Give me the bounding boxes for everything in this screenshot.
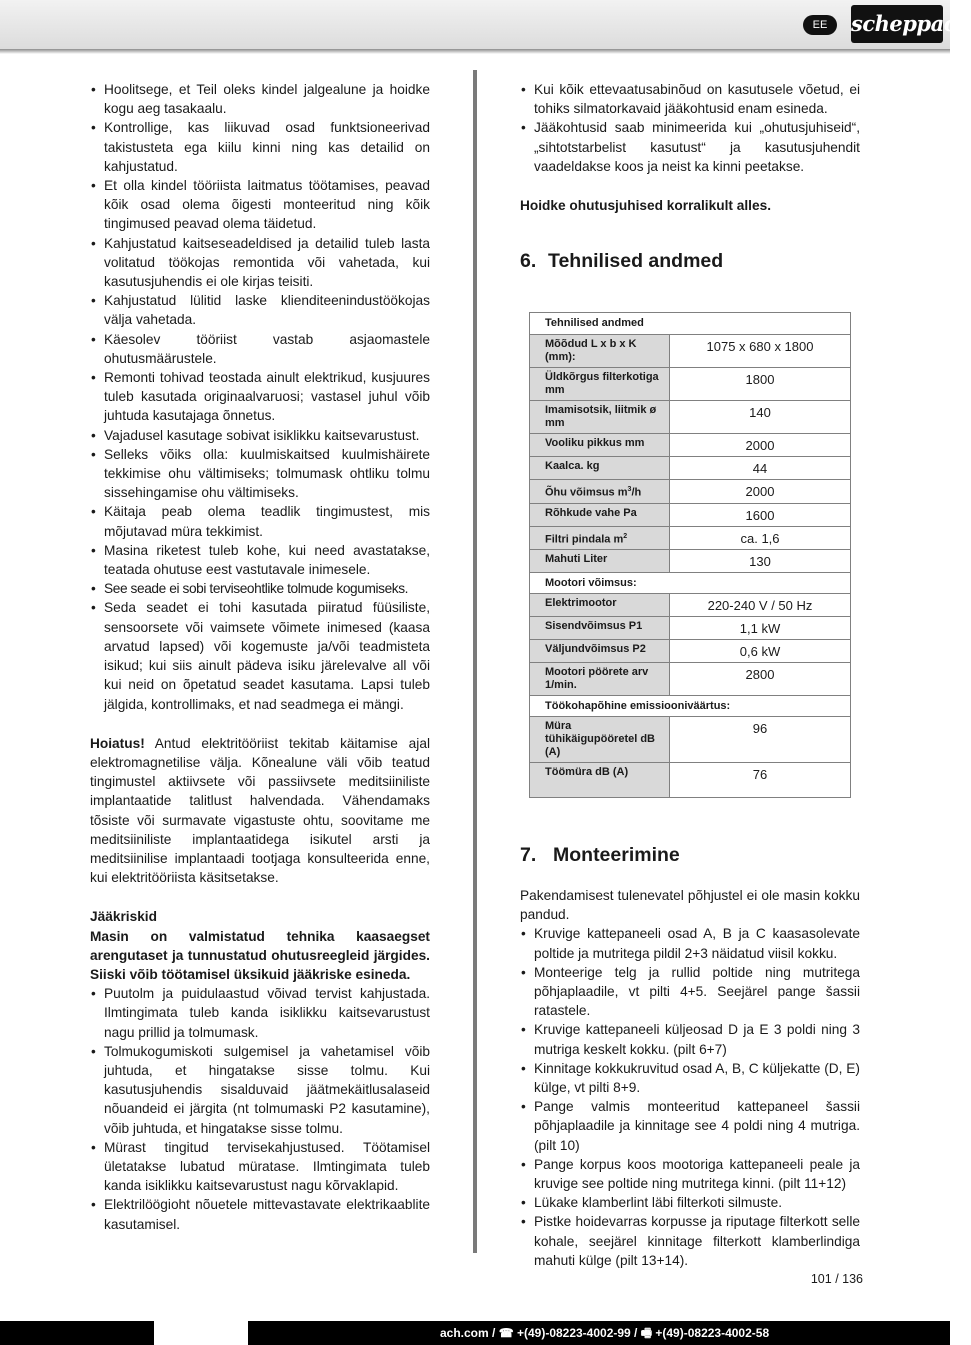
list-item: • Jääkohtusid saab minimeerida kui „ohutusjuhiseid“, „sihtotstarbelist kasutust“ ja kasutusjuhendit vaadeldakse koos ja neist ka kinni peetakse. bbox=[520, 118, 860, 176]
list-item: • Pange valmis monteeritud kattepaneel šassii põhjaplaadile ja kinnitage see 4 poldi ning 4 mutriga. (pilt 10) bbox=[520, 1097, 860, 1155]
spec-label: Imamisotsik, liitmik ø mm bbox=[530, 401, 670, 434]
table-row bbox=[530, 526, 851, 550]
footer-contact-bar bbox=[248, 1321, 950, 1345]
list-item: • Et olla kindel tööriista laitmatus töötamises, peavad kõik osad olema õigesti monteeritud ning kõik tingimused peavad olema täidetud. bbox=[90, 176, 430, 234]
left-column bbox=[90, 80, 430, 1234]
table-row bbox=[530, 763, 851, 798]
list-item: • Elektrilöögioht nõuetele mittevastavate elektrikaablite kasutamisel. bbox=[90, 1195, 430, 1233]
list-item: • Puutolm ja puidulaastud võivad tervist kahjustada. Ilmtingimata tuleb kanda isiklikku kaitsevarustust nagu prillid ja tolmumask. bbox=[90, 984, 430, 1042]
table-row bbox=[530, 640, 851, 663]
list-item: • See seade ei sobi terviseohtlike tolmude kogumiseks. bbox=[90, 579, 430, 598]
table-row bbox=[530, 401, 851, 434]
spec-value: 76 bbox=[670, 763, 851, 798]
header-shadow bbox=[0, 49, 950, 54]
language-badge: EE bbox=[803, 15, 837, 35]
spec-value: 1075 x 680 x 1800 bbox=[670, 335, 851, 368]
spec-label: Müra tühikäigupööretel dB (A) bbox=[530, 717, 670, 763]
column-divider bbox=[473, 70, 477, 1253]
warning-text: Antud elektritööriist tekitab käitamise ajal elektromagnetilise välja. Kõnealune väli võib teatud tingimustel aktiivsete või passiivsete meditsiiniliste implantaatide talitlust halvendada. Vähendamaks tõsiste või surmavate vigastuste ohtu, soovitame me meditsiiniliste implantaatidega isikutel arsti ja meditsiinilise implantaadi tootjaga konsulteerida enne, kui elektritööriista käsitsetakse. bbox=[90, 735, 430, 886]
table-row bbox=[530, 573, 851, 594]
spec-value: 1800 bbox=[670, 368, 851, 401]
safety-list bbox=[90, 80, 430, 714]
section-6-heading: 6. Tehnilised andmed bbox=[520, 250, 724, 273]
right-column bbox=[520, 80, 860, 273]
table-row bbox=[530, 480, 851, 504]
spec-value: 1,1 kW bbox=[670, 617, 851, 640]
spec-label: Sisendvõimsus P1 bbox=[530, 617, 670, 640]
list-item: • Selleks võiks olla: kuulmiskaitsed kuulmishäirete tekkimise ohu vältimiseks; tolmumask ohtliku tolmu sissehingamise ohu vältimiseks. bbox=[90, 445, 430, 503]
list-item: • Pange korpus koos mootoriga kattepaneeli peale ja kruvige see poltide ning mutritega kinni. (pilt 11+12) bbox=[520, 1155, 860, 1193]
list-item: • Käitaja peab olema teadlik tingimustest, mis mõjutavad müra tekkimist. bbox=[90, 502, 430, 540]
table-row bbox=[530, 594, 851, 617]
spec-value: 1600 bbox=[670, 503, 851, 526]
table-row bbox=[530, 434, 851, 457]
residual-risks-list bbox=[90, 984, 430, 1234]
assembly-steps bbox=[520, 924, 860, 1270]
spec-value: ca. 1,6 bbox=[670, 526, 851, 550]
spec-value: 44 bbox=[670, 457, 851, 480]
list-item: • Kontrollige, kas liikuvad osad funktsioneerivad takistusteta ega kiilu kinni ning kas detailid on kahjustatud. bbox=[90, 118, 430, 176]
spec-label: Töömüra dB (A) bbox=[530, 763, 670, 798]
page-number: 101 / 136 bbox=[810, 1272, 863, 1286]
table-row bbox=[530, 617, 851, 640]
warning-paragraph bbox=[90, 734, 430, 888]
table-section-label: Töökohapõhine emissiooniväärtus: bbox=[530, 696, 851, 717]
list-item: • Käesolev tööriist vastab asjaomastele ohutusmäärustele. bbox=[90, 330, 430, 368]
spec-label: Vooliku pikkus mm bbox=[530, 434, 670, 457]
list-item: • Mürast tingitud tervisekahjustused. Töötamisel ületatakse lubatud müratase. Ilmtingimata tuleb kanda isiklikku kaitsevarustust nagu kõrvaklapid. bbox=[90, 1138, 430, 1196]
spec-label: Mahuti Liter bbox=[530, 550, 670, 573]
spec-value: 140 bbox=[670, 401, 851, 434]
keep-instructions-note: Hoidke ohutusjuhised korralikult alles. bbox=[520, 198, 771, 214]
table-row bbox=[530, 717, 851, 763]
residual-risks-list-continued bbox=[520, 80, 860, 176]
residual-risks-intro: Masin on valmistatud tehnika kaasaegset arengutaset ja tunnustatud ohutusreegleid järgides. Siiski võib töötamisel üksikuid jääkriske esineda. bbox=[90, 928, 430, 982]
brand-logo: scheppach bbox=[851, 5, 943, 43]
table-header: Tehnilised andmed bbox=[530, 313, 851, 335]
table-row bbox=[530, 503, 851, 526]
table-row bbox=[530, 368, 851, 401]
list-item: • Pistke hoidevarras korpusse ja riputage filterkott selle kohale, seejärel kinnitage filterkott klamberlindiga mahuti külge (pilt 13+14). bbox=[520, 1212, 860, 1270]
list-item: • Kahjustatud lülitid laske klienditeenindustöökojas välja vahetada. bbox=[90, 291, 430, 329]
list-item: • Masina riketest tuleb kohe, kui need avastatakse, teatada ohutuse eest vastutavale inimesele. bbox=[90, 541, 430, 579]
spec-value: 2000 bbox=[670, 480, 851, 504]
spec-label: Väljundvõimsus P2 bbox=[530, 640, 670, 663]
spec-label: Rõhkude vahe Pa bbox=[530, 503, 670, 526]
spec-value: 96 bbox=[670, 717, 851, 763]
spec-label: Mootori pöörete arv 1/min. bbox=[530, 663, 670, 696]
spec-value: 2800 bbox=[670, 663, 851, 696]
list-item: • Hoolitsege, et Teil oleks kindel jalgealune ja hoidke kogu aeg tasakaalu. bbox=[90, 80, 430, 118]
footer-left-block bbox=[0, 1321, 154, 1345]
list-item: • Tolmukogumiskoti sulgemisel ja vahetamisel võib juhtuda, et hingatakse sisse tolmu. Kui kasutusjuhendis sisalduvaid jäätmekäitlusalaseid nõuandeid ei järgita (nt tolmumaski P2 kasutamine), võib juhtuda, et hingatakse sisse tolmu. bbox=[90, 1042, 430, 1138]
table-row bbox=[530, 457, 851, 480]
spec-value: 130 bbox=[670, 550, 851, 573]
list-item: • Vajadusel kasutage sobivat isiklikku kaitsevarustust. bbox=[90, 426, 430, 445]
spec-label: Õhu võimsus $m^3/h$ bbox=[530, 480, 670, 504]
spec-label: Elektrimootor bbox=[530, 594, 670, 617]
list-item: • Kruvige kattepaneeli küljeosad D ja E 3 poldi ning 3 mutriga keskelt kokku. (pilt 6+7) bbox=[520, 1020, 860, 1058]
table-section-label: Mootori võimsus: bbox=[530, 573, 851, 594]
table-row bbox=[530, 335, 851, 368]
footer-contact-text: ach.com / ☎ +(49)-08223-4002-99 / 🖷 +(49)-08223-4002-58 bbox=[440, 1326, 770, 1340]
list-item: • Kui kõik ettevaatusabinõud on kasutusele võetud, ei tohiks silmatorkavaid jääkohtusid enam esineda. bbox=[520, 80, 860, 118]
warning-label: Hoiatus! bbox=[90, 735, 145, 751]
list-item: • Lükake klamberlint läbi filterkoti silmuste. bbox=[520, 1193, 860, 1212]
technical-data-table bbox=[529, 312, 851, 798]
list-item: • Kruvige kattepaneeli osad A, B ja C kaasasolevate poltide ja mutritega pildil 2+3 näidatud viisil kokku. bbox=[520, 924, 860, 962]
table-row bbox=[530, 313, 851, 335]
list-item: • Seda seadet ei tohi kasutada piiratud füüsiliste, sensoorsete või vaimsete võimete inimesed (kaasa arvatud lapsed) või kogemuste ja/või teadmisteta isikud; kui siis ainult pädeva isiku järelevalve all või kui neid on õpetatud seadet kasutama. Lapsi tuleb jälgida, kontrollimaks, et nad seadmega ei mängi. bbox=[90, 598, 430, 713]
list-item: • Kinnitage kokkukruvitud osad A, B, C küljekatte (D, E) külge, vt pilti 8+9. bbox=[520, 1059, 860, 1097]
spec-value: 220-240 V / 50 Hz bbox=[670, 594, 851, 617]
section-7-heading: 7. Monteerimine bbox=[520, 844, 680, 866]
residual-risks-title: Jääkriskid bbox=[90, 909, 157, 925]
assembly-section bbox=[520, 843, 860, 1270]
spec-label: Üldkõrgus filterkotiga mm bbox=[530, 368, 670, 401]
list-item: • Kahjustatud kaitseseadeldised ja detailid tuleb lasta volitatud töökojas remontida või vahetada, kui kasutusjuhendis ei ole kirjas teisiti. bbox=[90, 234, 430, 292]
table-row bbox=[530, 696, 851, 717]
table-row bbox=[530, 663, 851, 696]
spec-label: Kaalca. kg bbox=[530, 457, 670, 480]
spec-value: 2000 bbox=[670, 434, 851, 457]
spec-value: 0,6 kW bbox=[670, 640, 851, 663]
table-row bbox=[530, 550, 851, 573]
list-item: • Monteerige telg ja rullid poltide ning mutritega põhjaplaadile, vt pilti 4+5. Seejärel pange šassii ratastele. bbox=[520, 963, 860, 1021]
spec-label: Filtri pindala $m^2$ bbox=[530, 526, 670, 550]
list-item: • Remonti tohivad teostada ainult elektrikud, kusjuures tuleb kasutada originaalvaruosi; vastasel juhul võib juhtuda kasutajaga õnnetus. bbox=[90, 368, 430, 426]
footer-gap bbox=[154, 1321, 248, 1345]
assembly-intro: Pakendamisest tulenevatel põhjustel ei ole masin kokku pandud. bbox=[520, 888, 860, 923]
spec-label: Mõõdud L x b x K (mm): bbox=[530, 335, 670, 368]
